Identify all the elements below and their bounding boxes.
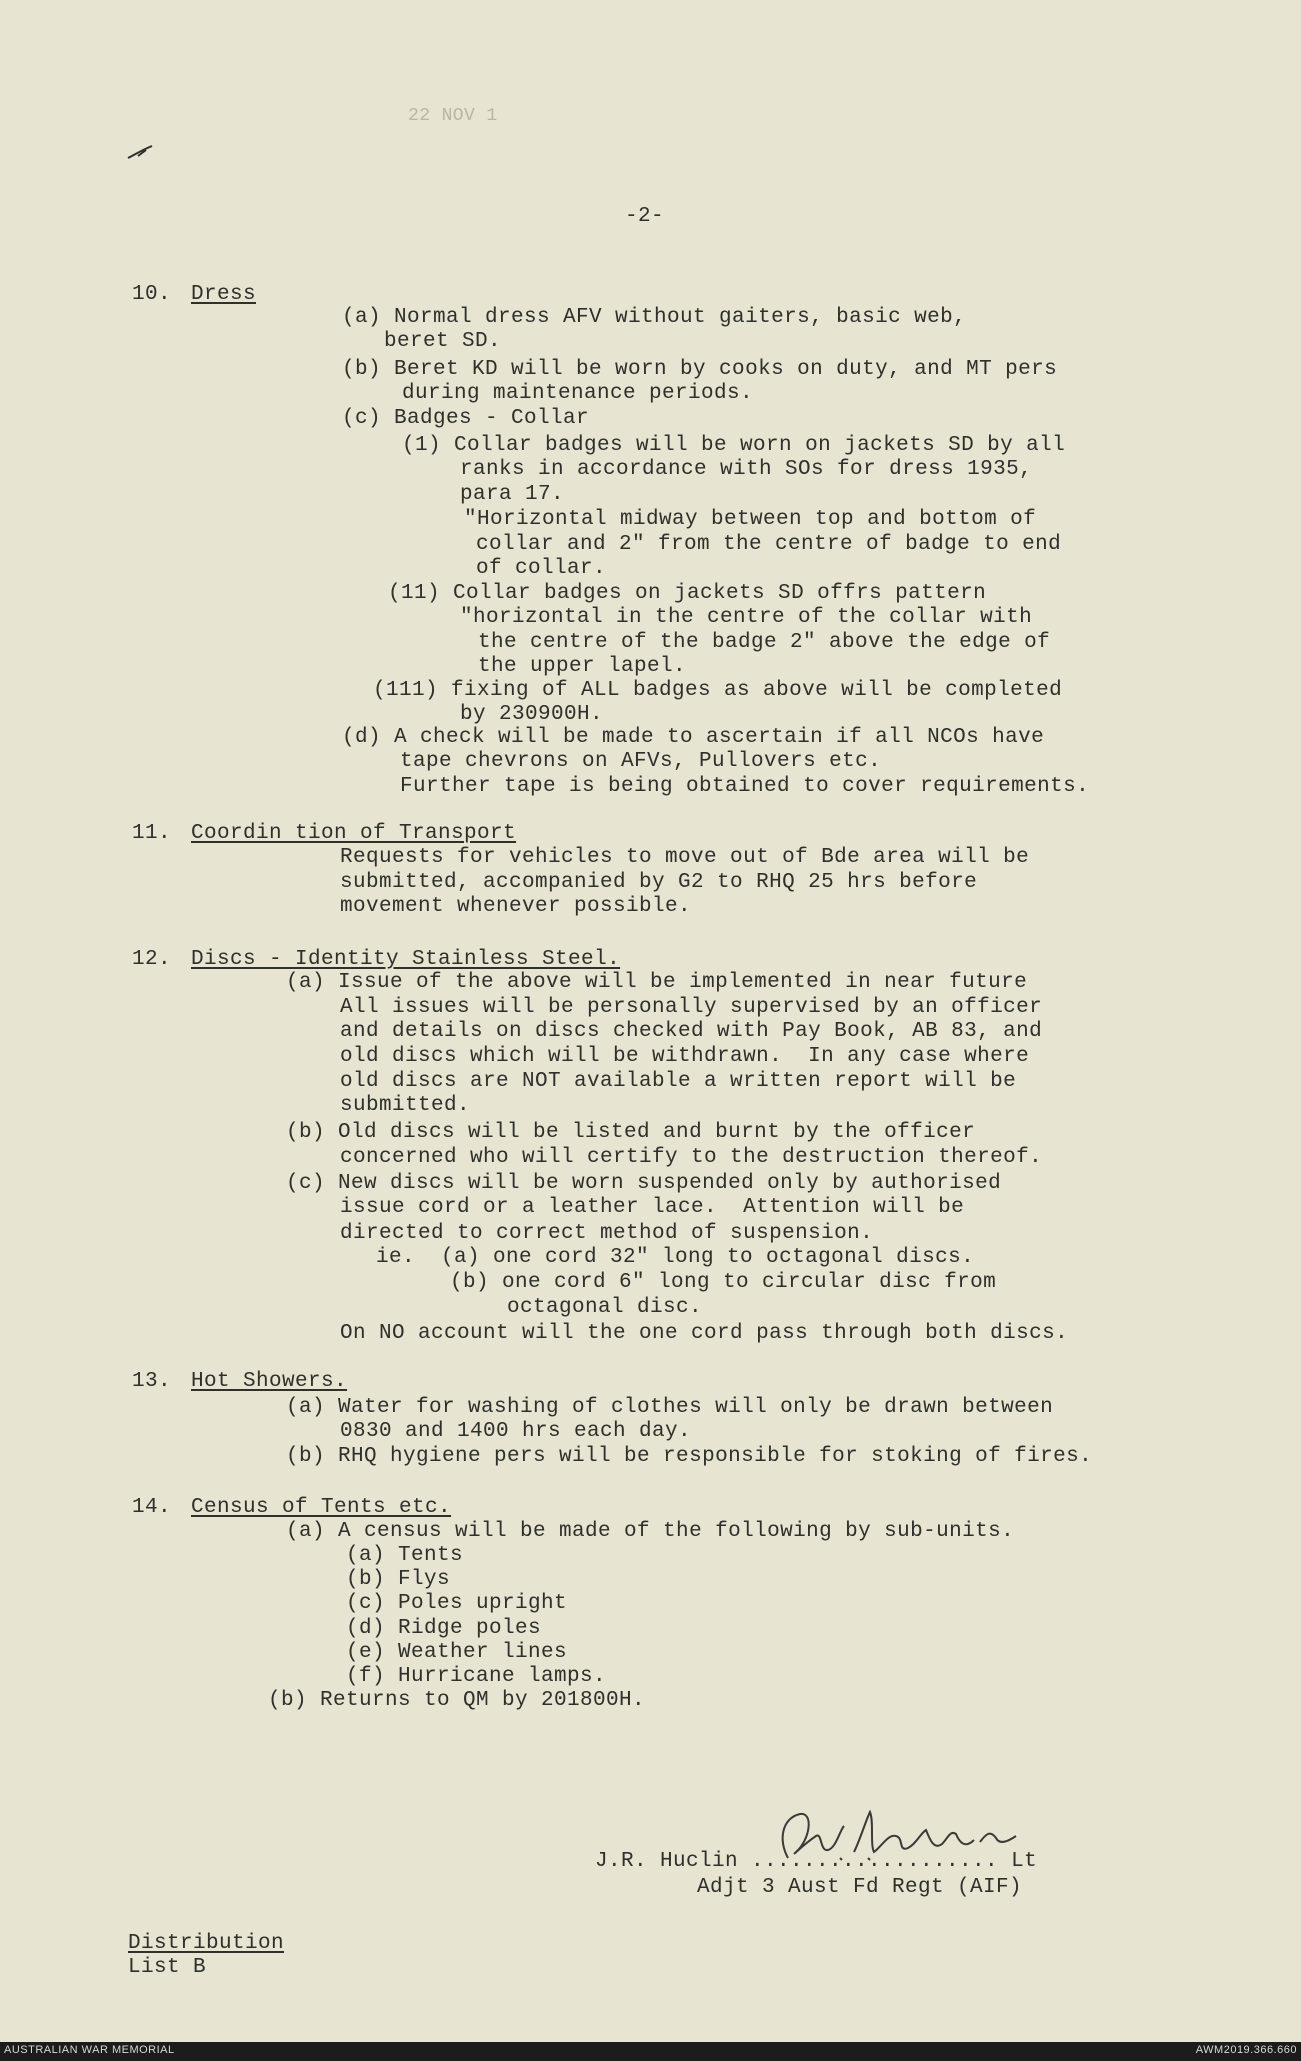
section-13-title: Hot Showers.: [191, 1370, 348, 1393]
text-line: para 17.: [460, 483, 565, 506]
text-line: 0830 and 1400 hrs each day.: [340, 1420, 692, 1443]
text-line: and details on discs checked with Pay Book, AB 83, and: [340, 1020, 1043, 1043]
list-item: (c) Poles upright: [346, 1592, 568, 1615]
text-line: (11) Collar badges on jackets SD offrs pattern: [388, 582, 987, 605]
text-line: (111) fixing of ALL badges as above will be completed: [373, 679, 1063, 702]
section-12-title: Discs - Identity Stainless Steel.: [191, 948, 621, 971]
stray-pen-mark: [124, 140, 164, 164]
text-line: ie. (a) one cord 32" long to octagonal discs.: [376, 1246, 975, 1269]
text-line: during maintenance periods.: [402, 382, 754, 405]
text-line: (a) Normal dress AFV without gaiters, basic web,: [342, 306, 967, 329]
text-line: Further tape is being obtained to cover requirements.: [400, 775, 1090, 798]
text-line: issue cord or a leather lace. Attention will be: [340, 1196, 965, 1219]
text-line: "Horizontal midway between top and bottom of: [464, 508, 1037, 531]
footer-archive-name: AUSTRALIAN WAR MEMORIAL: [4, 2044, 175, 2056]
text-line: (b) one cord 6" long to circular disc from: [450, 1271, 997, 1294]
text-line: All issues will be personally supervised by an officer: [340, 996, 1043, 1019]
text-line: submitted, accompanied by G2 to RHQ 25 hrs before: [340, 871, 978, 894]
text-line: directed to correct method of suspension.: [340, 1222, 874, 1245]
text-line: by 230900H.: [460, 703, 604, 726]
list-item: (b) Flys: [346, 1568, 451, 1591]
text-line: (a) Issue of the above will be implemented in near future: [286, 971, 1028, 994]
section-14-title: Census of Tents etc.: [191, 1496, 452, 1519]
text-line: (c) New discs will be worn suspended only by authorised: [286, 1172, 1002, 1195]
list-item: (e) Weather lines: [346, 1641, 568, 1664]
text-line: collar and 2" from the centre of badge to end: [476, 533, 1062, 556]
text-line: movement whenever possible.: [340, 895, 692, 918]
text-line: old discs are NOT available a written report will be: [340, 1070, 1017, 1093]
text-line: (a) Water for washing of clothes will only be drawn between: [286, 1396, 1054, 1419]
handwritten-signature: [770, 1800, 1100, 1880]
section-10-number: 10.: [132, 283, 172, 306]
text-line: (1) Collar badges will be worn on jackets SD by all: [402, 434, 1066, 457]
text-line: concerned who will certify to the destruction thereof.: [340, 1146, 1043, 1169]
text-line: beret SD.: [384, 330, 502, 353]
page-number: -2-: [625, 205, 665, 228]
text-line: old discs which will be withdrawn. In any case where: [340, 1045, 1030, 1068]
received-stamp: 22 NOV 1: [408, 106, 498, 126]
text-line: ranks in accordance with SOs for dress 1935,: [460, 458, 1033, 481]
section-14-number: 14.: [132, 1496, 172, 1519]
section-11-title: Coordin tion of Transport: [191, 822, 517, 845]
text-line: (b) Beret KD will be worn by cooks on duty, and MT pers: [342, 358, 1058, 381]
distribution-title: Distribution: [128, 1932, 285, 1955]
signature-title-line: Adjt 3 Aust Fd Regt (AIF): [697, 1876, 1023, 1899]
list-item: (f) Hurricane lamps.: [346, 1665, 607, 1688]
text-line: (c) Badges - Collar: [342, 407, 590, 430]
text-line: (b) Old discs will be listed and burnt by the officer: [286, 1121, 976, 1144]
text-line: (b) RHQ hygiene pers will be responsible for stoking of fires.: [286, 1445, 1093, 1468]
distribution-value: List B: [128, 1956, 207, 1979]
text-line: (d) A check will be made to ascertain if all NCOs have: [342, 726, 1045, 749]
text-line: submitted.: [340, 1094, 471, 1117]
text-line: Requests for vehicles to move out of Bde area will be: [340, 846, 1030, 869]
text-line: of collar.: [476, 557, 607, 580]
section-13-number: 13.: [132, 1370, 172, 1393]
section-10-title: Dress: [191, 283, 257, 306]
section-11-number: 11.: [132, 822, 172, 845]
text-line: the upper lapel.: [478, 655, 687, 678]
list-item: (d) Ridge poles: [346, 1617, 542, 1640]
list-item: (a) Tents: [346, 1544, 464, 1567]
text-line: (b) Returns to QM by 201800H.: [268, 1689, 646, 1712]
footer-archive-id: AWM2019.366.660: [1195, 2044, 1297, 2056]
text-line: tape chevrons on AFVs, Pullovers etc.: [400, 750, 882, 773]
text-line: "horizontal in the centre of the collar with: [460, 606, 1033, 629]
text-line: (a) A census will be made of the following by sub-units.: [286, 1520, 1015, 1543]
section-12-number: 12.: [132, 948, 172, 971]
text-line: On NO account will the one cord pass through both discs.: [340, 1322, 1069, 1345]
signature-name-line: J.R. Huclin ................... Lt: [595, 1850, 1038, 1873]
text-line: the centre of the badge 2" above the edge of: [478, 631, 1051, 654]
text-line: octagonal disc.: [507, 1296, 703, 1319]
